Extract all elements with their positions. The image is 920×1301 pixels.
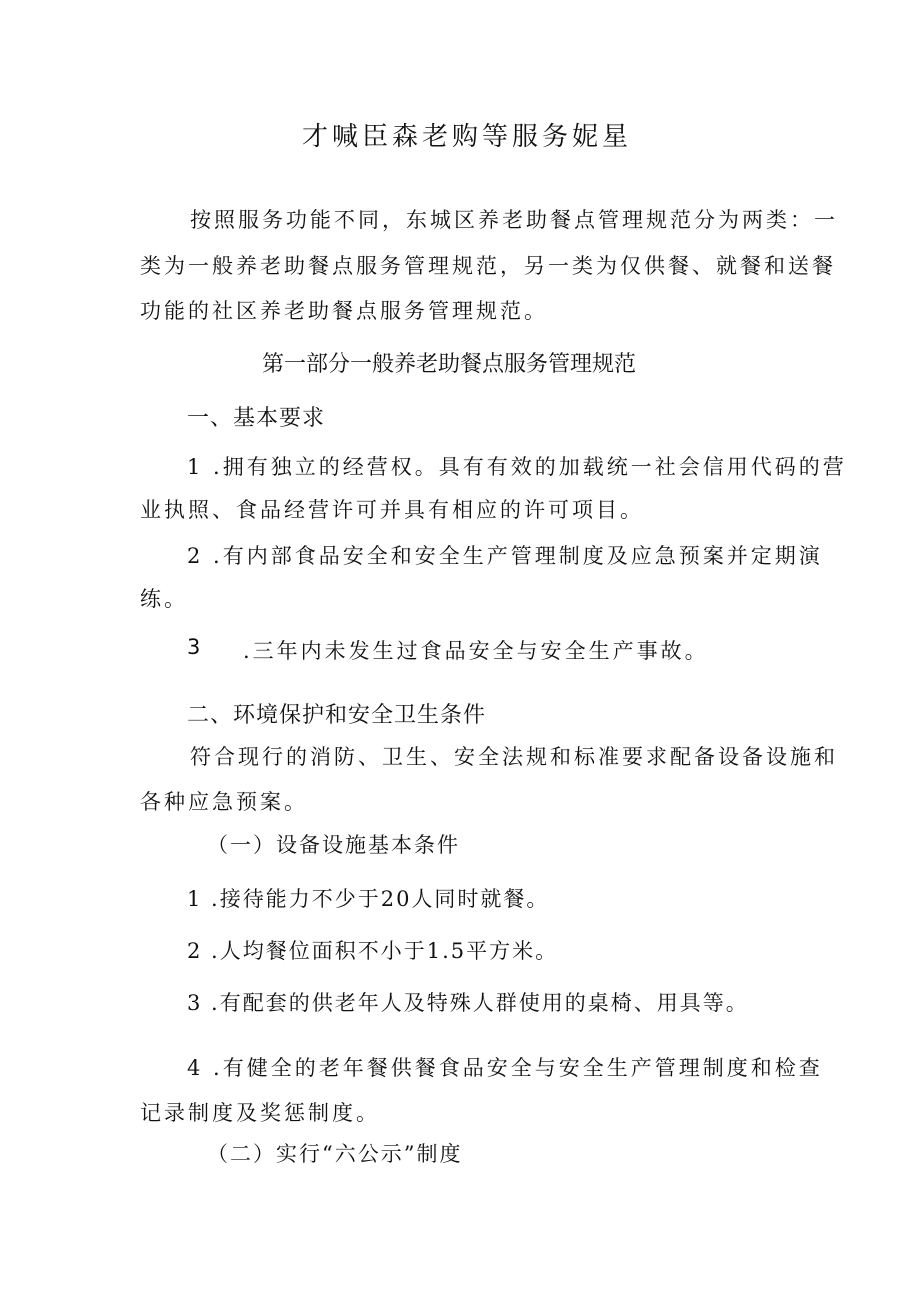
section2-item4-line1: 4 .有健全的老年餐供餐食品安全与安全生产管理制度和检查 <box>187 1056 823 1080</box>
section1-item3-text: .三年内未发生过食品安全与安全生产事故。 <box>243 639 709 663</box>
document-title: 才喊臣森老购等服务妮星 <box>302 122 633 152</box>
intro-line-2: 类为一般养老助餐点服务管理规范，另一类为仅供餐、就餐和送餐 <box>140 254 836 278</box>
section2-item1: 1 .接待能力不少于20人同时就餐。 <box>187 887 550 911</box>
section1-item2-line2: 练。 <box>140 587 188 611</box>
section1-item2-line1: 2 .有内部食品安全和安全生产管理制度及应急预案并定期演 <box>187 544 823 568</box>
part-heading: 第一部分一般养老助餐点服务管理规范 <box>262 352 637 377</box>
section2-item3: 3 .有配套的供老年人及特殊人群使用的桌椅、用具等。 <box>187 991 749 1015</box>
section2-intro-line1: 符合现行的消防、卫生、安全法规和标准要求配备设备设施和 <box>190 745 838 769</box>
intro-line-3: 功能的社区养老助餐点服务管理规范。 <box>140 299 548 323</box>
section1-item1-line2: 业执照、食品经营许可并具有相应的许可项目。 <box>140 498 644 522</box>
section2-intro-line2: 各种应急预案。 <box>140 790 308 814</box>
section1-item1-line1: 1 .拥有独立的经营权。具有有效的加载统一社会信用代码的营 <box>187 455 847 479</box>
intro-line-1: 按照服务功能不同，东城区养老助餐点管理规范分为两类：一 <box>190 208 838 232</box>
section2-sub2-heading: （二）实行“六公示”制度 <box>207 1142 463 1166</box>
section1-heading: 一、基本要求 <box>187 406 326 431</box>
section2-item4-line2: 记录制度及奖惩制度。 <box>140 1101 380 1125</box>
section2-sub1-heading: （一）设备设施基本条件 <box>207 833 460 857</box>
section1-item3-number: 3 <box>187 635 204 659</box>
section2-heading: 二、环境保护和安全卫生条件 <box>187 703 487 728</box>
section2-item2: 2 .人均餐位面积不小于1.5平方米。 <box>187 939 559 963</box>
